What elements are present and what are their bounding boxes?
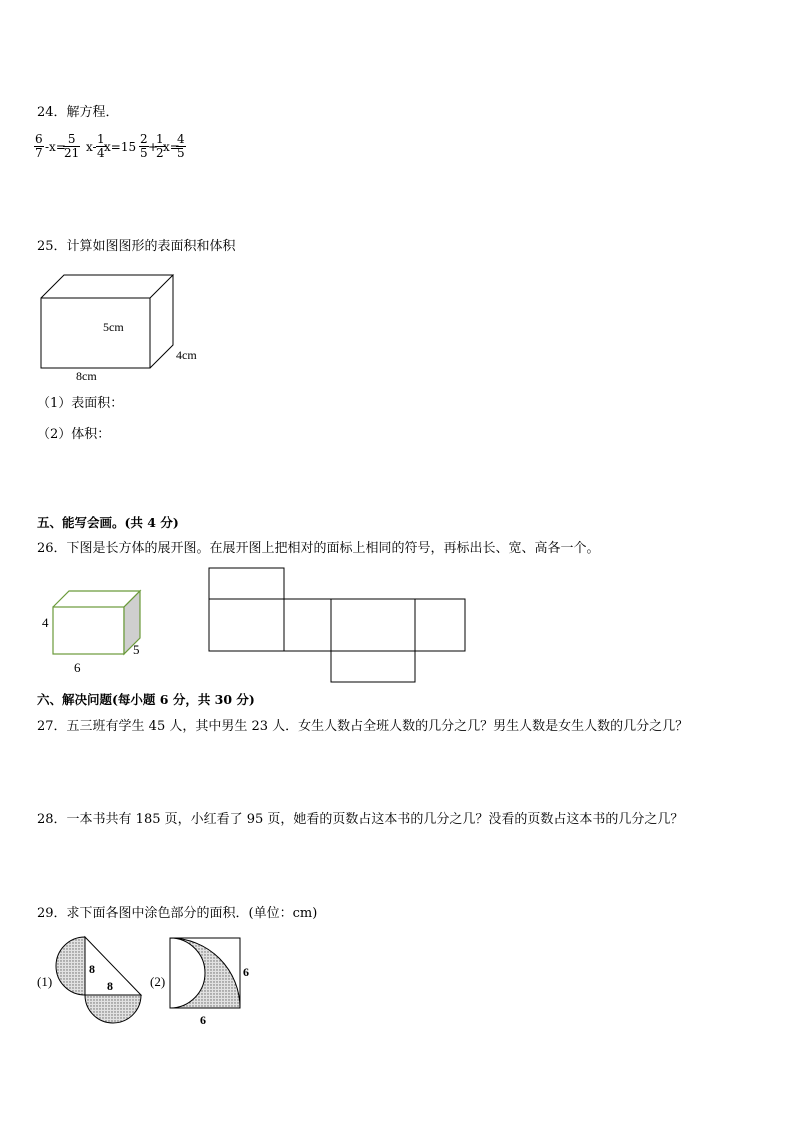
eq2-post: x=15	[104, 140, 137, 154]
fraction-1-2: $\frac{1}{2}$	[156, 132, 164, 160]
q25-sub2: （2）体积：	[37, 427, 111, 442]
cuboid-height-label: 5cm	[103, 320, 124, 334]
fraction-2-5: $\frac{2}{5}$	[140, 132, 148, 160]
q27-text: 27．五三班有学生 45 人，其中男生 23 人．女生人数占全班人数的几分之几？男生人数是女生人数的几分之几？	[37, 719, 689, 734]
box-label-6: 6	[74, 660, 81, 675]
fraction-5-21: $\frac{5}{21}$	[64, 132, 80, 160]
q24-title: 24．解方程．	[37, 105, 119, 120]
fraction-6-7: $\frac{6}{7}$	[35, 132, 43, 160]
box-label-5: 5	[133, 642, 140, 657]
eq3-plus: +	[148, 140, 159, 154]
section-6-heading: 六、解决问题(每小题 6 分，共 30 分)	[37, 692, 255, 707]
cuboid-length-label: 8cm	[76, 369, 97, 383]
fraction-1-4: $\frac{1}{4}$	[97, 132, 105, 160]
fraction-4-5: $\frac{4}{5}$	[177, 132, 185, 160]
q25-title: 25．计算如图图形的表面积和体积	[37, 239, 236, 254]
fig2-side-label: 6	[243, 965, 249, 979]
box-label-4: 4	[42, 615, 49, 630]
q28-text: 28．一本书共有 185 页，小红看了 95 页，她看的页数占这本书的几分之几？没看的页数占这本书的几分之几？	[37, 812, 684, 827]
q26-title: 26．下图是长方体的展开图。在展开图上把相对的面标上相同的符号，再标出长、宽、高各一个。	[37, 541, 600, 556]
fig2-label: (2)	[150, 974, 166, 989]
q25-sub1: （1）表面积：	[37, 396, 124, 411]
cuboid-depth-label: 4cm	[176, 348, 197, 362]
q29-title: 29．求下面各图中涂色部分的面积．(单位：cm)	[37, 906, 318, 921]
fig2-bottom-label: 6	[200, 1013, 206, 1027]
fig1-side-label: 8	[89, 962, 95, 976]
eq1-mid: -x=	[45, 140, 66, 154]
fig1-base-label: 8	[107, 979, 113, 993]
eq3-mid: x=	[163, 140, 180, 154]
eq2-pre: x-	[86, 140, 97, 154]
fig1-label: (1)	[37, 974, 53, 989]
section-5-heading: 五、能写会画。(共 4 分)	[37, 515, 179, 530]
